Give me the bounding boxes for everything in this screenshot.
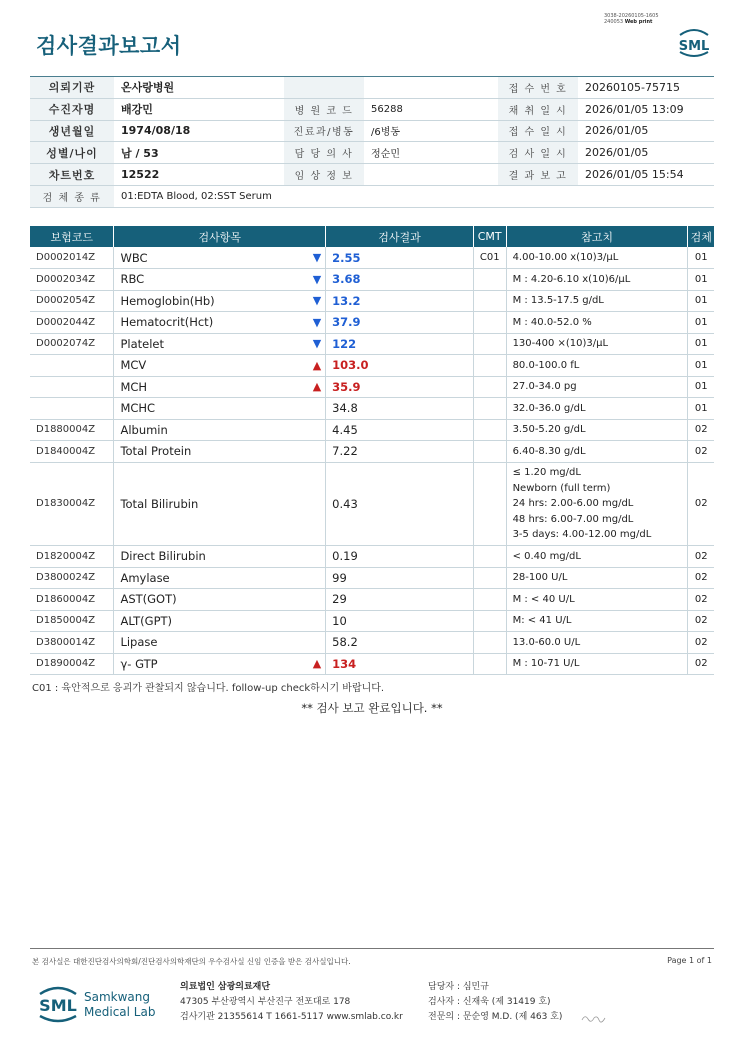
info-value: 배강민 <box>114 98 284 120</box>
reference-line: < 0.40 mg/dL <box>512 550 581 562</box>
test-name: Total Protein <box>114 441 304 463</box>
insurance-code: D0002054Z <box>30 290 114 312</box>
specimen-number: 02 <box>688 419 714 441</box>
test-name: Platelet <box>114 333 304 355</box>
insurance-code: D1850004Z <box>30 610 114 632</box>
test-name: Albumin <box>114 419 304 441</box>
reference-line: 13.0-60.0 U/L <box>512 636 581 648</box>
test-name: Amylase <box>114 567 304 589</box>
comment-code <box>473 610 506 632</box>
logo-line2: Medical Lab <box>84 1005 156 1019</box>
insurance-code: D0002014Z <box>30 247 114 269</box>
comment-code <box>473 290 506 312</box>
header-code: 보험코드 <box>30 226 114 247</box>
logo-line1: Samkwang <box>84 990 150 1004</box>
reference-range <box>506 247 688 269</box>
flag-cell <box>304 419 326 441</box>
test-result: 3.68 <box>326 269 474 291</box>
reference-line: Newborn (full term) <box>512 482 611 494</box>
result-row <box>30 247 714 269</box>
insurance-code: D1840004Z <box>30 441 114 463</box>
flag-cell <box>304 567 326 589</box>
flag-cell <box>304 441 326 463</box>
comment-code <box>473 333 506 355</box>
insurance-code: D1860004Z <box>30 589 114 611</box>
info-row <box>30 142 714 164</box>
info-value: 12522 <box>114 164 284 186</box>
reference-line: 130-400 ×(10)3/μL <box>512 338 609 349</box>
specimen-number: 02 <box>688 610 714 632</box>
info-label: 성별/나이 <box>30 142 114 164</box>
comment-code <box>473 589 506 611</box>
reference-range <box>506 567 688 589</box>
insurance-code: D0002044Z <box>30 312 114 334</box>
staff-info <box>428 980 562 1025</box>
reference-line: 48 hrs: 6.00-7.00 mg/dL <box>512 513 634 525</box>
test-result: 10 <box>326 610 474 632</box>
specimen-number: 01 <box>688 312 714 334</box>
comment-code <box>473 312 506 334</box>
test-name: MCH <box>114 376 304 398</box>
info-value: 정순민 <box>364 142 498 164</box>
result-row <box>30 333 714 355</box>
info-value: 20260105-75715 <box>578 77 714 99</box>
reference-range <box>506 589 688 611</box>
test-name: ALT(GPT) <box>114 610 304 632</box>
insurance-code: D1820004Z <box>30 546 114 568</box>
comment-code <box>473 546 506 568</box>
specimen-number: 02 <box>688 632 714 654</box>
test-result: 13.2 <box>326 290 474 312</box>
result-row <box>30 376 714 398</box>
insurance-code: D0002074Z <box>30 333 114 355</box>
specimen-number: 01 <box>688 376 714 398</box>
footer-divider <box>30 948 714 949</box>
test-name: Lipase <box>114 632 304 654</box>
info-label: 검 사 일 시 <box>498 142 578 164</box>
test-result: 103.0 <box>326 355 474 377</box>
flag-cell <box>304 546 326 568</box>
test-result: 4.45 <box>326 419 474 441</box>
insurance-code: D1890004Z <box>30 653 114 675</box>
footnote: C01 : 육안적으로 응괴가 관찰되지 않습니다. follow-up check하시기 바랍니다. <box>32 683 385 694</box>
low-flag-icon: ▼ <box>304 312 326 334</box>
reference-line: 4.00-10.00 x(10)3/μL <box>512 251 619 263</box>
result-row <box>30 290 714 312</box>
complete-message: ** 검사 보고 완료입니다. ** <box>301 701 443 715</box>
specimen-number: 01 <box>688 398 714 420</box>
result-row <box>30 419 714 441</box>
reference-range <box>506 653 688 675</box>
specimen-number: 02 <box>688 441 714 463</box>
result-row <box>30 546 714 568</box>
insurance-code: D1830004Z <box>30 462 114 546</box>
insurance-code <box>30 376 114 398</box>
low-flag-icon: ▼ <box>304 269 326 291</box>
comment-code <box>473 567 506 589</box>
reference-range <box>506 441 688 463</box>
result-row <box>30 589 714 611</box>
info-value: 56288 <box>364 98 498 120</box>
specimen-number: 02 <box>688 589 714 611</box>
test-name: AST(GOT) <box>114 589 304 611</box>
insurance-code: D1880004Z <box>30 419 114 441</box>
reference-line: M : < 40 U/L <box>512 593 575 605</box>
test-name: WBC <box>114 247 304 269</box>
info-label: 임 상 정 보 <box>284 164 364 186</box>
info-label: 진료과/병동 <box>284 120 364 142</box>
insurance-code <box>30 355 114 377</box>
reference-line: 3.50-5.20 g/dL <box>512 424 586 435</box>
info-value: 온사랑병원 <box>114 77 284 99</box>
test-name: Hemoglobin(Hb) <box>114 290 304 312</box>
specimen-number: 01 <box>688 269 714 291</box>
result-row <box>30 441 714 463</box>
comment-code <box>473 355 506 377</box>
reference-range <box>506 546 688 568</box>
samkwang-logo-icon <box>36 980 156 1026</box>
info-label: 차트번호 <box>30 164 114 186</box>
reference-range <box>506 269 688 291</box>
result-row <box>30 462 714 546</box>
test-result: 7.22 <box>326 441 474 463</box>
org-address: 47305 부산광역시 부산진구 전포대로 178 <box>180 997 351 1007</box>
info-label: 병 원 코 드 <box>284 98 364 120</box>
specimen-number: 01 <box>688 290 714 312</box>
info-label: 의뢰기관 <box>30 77 114 99</box>
insurance-code <box>30 398 114 420</box>
info-label: 담 당 의 사 <box>284 142 364 164</box>
insurance-code: D3800014Z <box>30 632 114 654</box>
info-value: 1974/08/18 <box>114 120 284 142</box>
header-item: 검사항목 <box>114 226 326 247</box>
reference-range <box>506 333 688 355</box>
insurance-code: D0002034Z <box>30 269 114 291</box>
high-flag-icon: ▲ <box>304 653 326 675</box>
info-row-specimen <box>30 185 714 207</box>
header-result: 검사결과 <box>326 226 474 247</box>
reference-range <box>506 462 688 546</box>
comment-code <box>473 441 506 463</box>
result-row <box>30 269 714 291</box>
info-value: 남 / 53 <box>114 142 284 164</box>
test-name: γ- GTP <box>114 653 304 675</box>
info-label: 접 수 번 호 <box>498 77 578 99</box>
low-flag-icon: ▼ <box>304 247 326 269</box>
header-cmt: CMT <box>473 226 506 247</box>
comment-code <box>473 653 506 675</box>
test-result: 34.8 <box>326 398 474 420</box>
sml-logo-icon <box>674 26 714 58</box>
reference-line: M : 13.5-17.5 g/dL <box>512 295 604 306</box>
low-flag-icon: ▼ <box>304 333 326 355</box>
reference-line: 3-5 days: 4.00-12.00 mg/dL <box>512 529 652 540</box>
specimen-number: 02 <box>688 462 714 546</box>
results-table <box>30 226 714 675</box>
page-title: 검사결과보고서 <box>36 34 182 58</box>
info-value: 2026/01/05 <box>578 120 714 142</box>
staff-tester: 검사자 : 신재욱 (제 31419 호) <box>428 997 551 1007</box>
info-value <box>364 77 498 99</box>
comment-code <box>473 632 506 654</box>
specimen-number: 01 <box>688 247 714 269</box>
result-row <box>30 653 714 675</box>
result-row <box>30 567 714 589</box>
comment-code <box>473 419 506 441</box>
test-name: MCHC <box>114 398 304 420</box>
logo-bottom-mark: SML <box>39 996 77 1015</box>
comment-code <box>473 398 506 420</box>
comment-code <box>473 269 506 291</box>
reference-line: 27.0-34.0 pg <box>512 381 577 392</box>
info-label: 결 과 보 고 <box>498 164 578 186</box>
high-flag-icon: ▲ <box>304 376 326 398</box>
info-row <box>30 77 714 99</box>
test-result: 2.55 <box>326 247 474 269</box>
result-row <box>30 355 714 377</box>
print-code: 3038-20260105-1605 <box>604 13 659 19</box>
result-row <box>30 632 714 654</box>
print-id: 240053 <box>604 19 624 25</box>
patient-info-table <box>30 76 714 208</box>
test-result: 122 <box>326 333 474 355</box>
reference-line: 28-100 U/L <box>512 572 568 583</box>
header-ref: 참고치 <box>506 226 688 247</box>
test-result: 0.19 <box>326 546 474 568</box>
reference-line: M : 10-71 U/L <box>512 658 580 669</box>
reference-line: M : 40.0-52.0 % <box>512 316 592 328</box>
test-result: 29 <box>326 589 474 611</box>
org-name: 의료법인 삼광의료재단 <box>180 982 271 992</box>
flag-cell <box>304 610 326 632</box>
test-name: RBC <box>114 269 304 291</box>
specimen-number: 01 <box>688 333 714 355</box>
test-result: 134 <box>326 653 474 675</box>
comment-code: C01 <box>473 247 506 269</box>
specimen-number: 01 <box>688 355 714 377</box>
reference-range <box>506 355 688 377</box>
high-flag-icon: ▲ <box>304 355 326 377</box>
flag-cell <box>304 398 326 420</box>
result-row <box>30 312 714 334</box>
org-contact: 검사기관 21355614 T 1661-5117 www.smlab.co.kr <box>180 1012 403 1022</box>
reference-range <box>506 610 688 632</box>
info-label: 생년월일 <box>30 120 114 142</box>
info-label: 채 취 일 시 <box>498 98 578 120</box>
reference-line: 6.40-8.30 g/dL <box>512 445 586 457</box>
comment-code <box>473 462 506 546</box>
staff-manager: 담당자 : 심민규 <box>428 982 489 992</box>
reference-range <box>506 312 688 334</box>
reference-range <box>506 419 688 441</box>
info-value <box>364 164 498 186</box>
result-row <box>30 610 714 632</box>
specimen-number: 02 <box>688 567 714 589</box>
staff-specialist: 전문의 : 문순영 M.D. (제 463 호) <box>428 1012 563 1022</box>
comment-code <box>473 376 506 398</box>
info-row <box>30 120 714 142</box>
flag-cell <box>304 589 326 611</box>
test-name: MCV <box>114 355 304 377</box>
reference-range <box>506 632 688 654</box>
reference-line: 32.0-36.0 g/dL <box>512 402 586 414</box>
flag-cell <box>304 462 326 546</box>
specimen-value: 01:EDTA Blood, 02:SST Serum <box>114 185 714 207</box>
info-value: 2026/01/05 <box>578 142 714 164</box>
org-info <box>180 980 403 1025</box>
specimen-label: 검 체 종 류 <box>30 185 114 207</box>
reference-line: 24 hrs: 2.00-6.00 mg/dL <box>512 498 634 509</box>
test-result: 37.9 <box>326 312 474 334</box>
test-result: 35.9 <box>326 376 474 398</box>
reference-range <box>506 398 688 420</box>
test-name: Hematocrit(Hct) <box>114 312 304 334</box>
test-result: 58.2 <box>326 632 474 654</box>
specimen-number: 02 <box>688 653 714 675</box>
reference-line: ≤ 1.20 mg/dL <box>512 467 581 478</box>
signature-icon <box>580 1012 606 1024</box>
print-meta <box>604 13 659 25</box>
low-flag-icon: ▼ <box>304 290 326 312</box>
specimen-number: 02 <box>688 546 714 568</box>
certification-text: 본 검사실은 대한진단검사의학회/진단검사의학재단의 우수검사실 신임 인증을 받은 검사실입니다. <box>32 957 351 966</box>
page-number: Page 1 of 1 <box>667 956 712 965</box>
flag-cell <box>304 632 326 654</box>
test-name: Total Bilirubin <box>114 462 304 546</box>
result-row <box>30 398 714 420</box>
test-result: 99 <box>326 567 474 589</box>
info-label: 수진자명 <box>30 98 114 120</box>
results-header-row <box>30 226 714 247</box>
info-value: 2026/01/05 15:54 <box>578 164 714 186</box>
info-value: /6병동 <box>364 120 498 142</box>
insurance-code: D3800024Z <box>30 567 114 589</box>
info-value: 2026/01/05 13:09 <box>578 98 714 120</box>
info-label <box>284 77 364 99</box>
reference-line: M: < 41 U/L <box>512 615 572 626</box>
info-label: 접 수 일 시 <box>498 120 578 142</box>
reference-line: 80.0-100.0 fL <box>512 359 580 371</box>
reference-range <box>506 376 688 398</box>
info-row <box>30 98 714 120</box>
logo-top-text: SML <box>678 39 710 54</box>
print-label: Web print <box>624 19 653 25</box>
header-spec: 검체 <box>688 226 714 247</box>
test-result: 0.43 <box>326 462 474 546</box>
reference-range <box>506 290 688 312</box>
info-row <box>30 164 714 186</box>
reference-line: M : 4.20-6.10 x(10)6/μL <box>512 273 631 285</box>
test-name: Direct Bilirubin <box>114 546 304 568</box>
